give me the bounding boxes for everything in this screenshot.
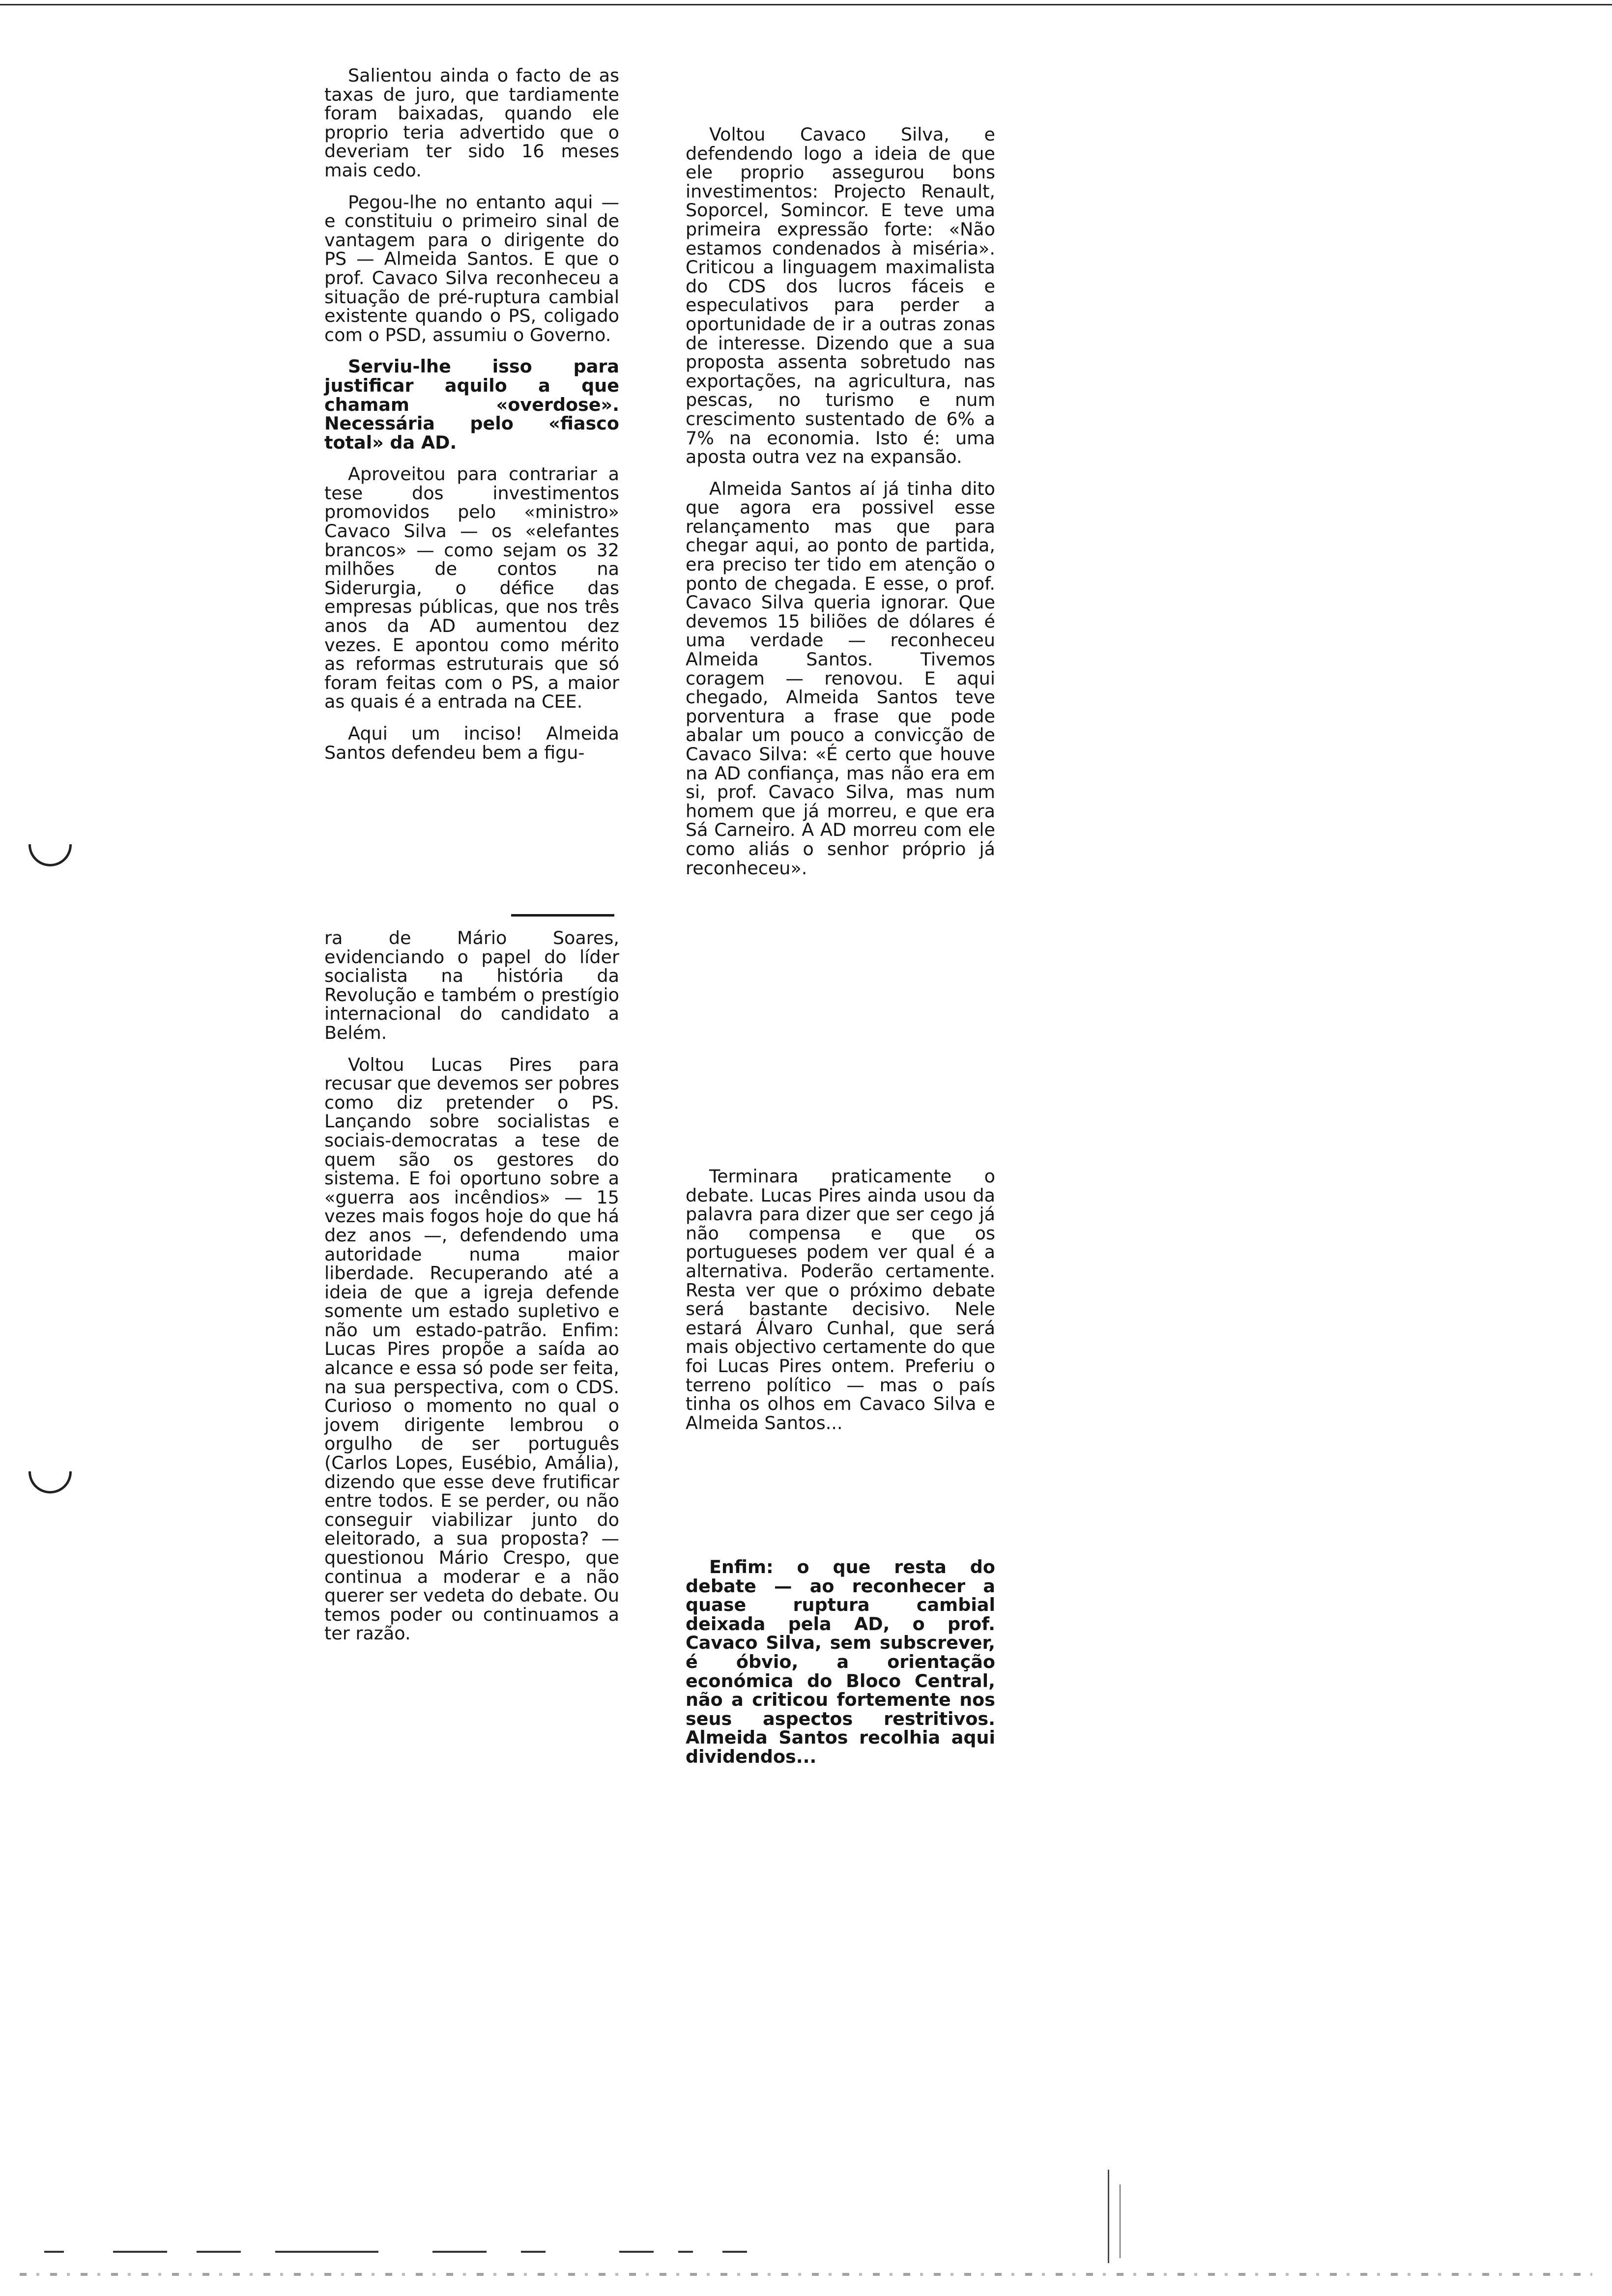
article-column-left-bottom — [324, 929, 619, 1643]
paragraph: Voltou Lucas Pires para recusar que devemos ser pobres como diz pretender o PS. Lançando sobre socialistas e sociais-democratas a tese de quem são os gestores do sistema. E foi oportuno sobre a «guerra aos incêndios» — 15 vezes mais fogos hoje do que há dez anos —, defendendo uma autoridade numa maior liberdade. Recuperando até a ideia de que a igreja defende somente um estado supletivo e não um estado-patrão. Enfim: Lucas Pires propõe a saída ao alcance e essa só pode ser feita, na sua perspectiva, com o CDS. Curioso o momento no qual o jovem dirigente lembrou o orgulho de ser português (Carlos Lopes, Eusébio, Amália), dizendo que esse deve frutificar entre todos. E se perder, ou não conseguir viabilizar junto do eleitorado, a sua proposta? — questionou Mário Crespo, que continua a moderar e a não querer ser vedeta do debate. Ou temos poder ou continuamos a ter razão. — [324, 1054, 619, 1644]
scan-dash-mark — [521, 2251, 546, 2253]
paragraph: Pegou-lhe no entanto aqui — e constituiu o primeiro sinal de vantagem para o dirigente do PS — Almeida Santos. E que o prof. Cavaco Silva reconheceu a situação de pré-ruptura cambial existente quando o PS, coligado com o PSD, assumiu o Governo. — [324, 191, 619, 345]
paragraph: Aqui um inciso! Almeida Santos defendeu bem a figu- — [324, 723, 619, 763]
article-column-right-top — [686, 125, 995, 878]
scan-dash-mark — [275, 2251, 378, 2253]
scan-crease-mark — [1120, 2184, 1121, 2258]
scan-dash-mark — [432, 2251, 487, 2253]
paragraph: Voltou Cavaco Silva, e defendendo logo a ideia de que ele proprio assegurou bons investimentos: Projecto Renault, Soporcel, Somincor. E teve uma primeira expressão forte: «Não estamos condenados à miséria». Criticou a linguagem maximalista do CDS dos lucros fáceis e especulativos para perder a oportunidade de ir a outras zonas de interesse. Dizendo que a sua proposta assenta sobretudo nas exportações, na agricultura, nas pescas, no turismo e num crescimento sustentado de 6% a 7% na economia. Isto é: uma aposta outra vez na expansão. — [686, 124, 995, 468]
scan-noise-strip — [20, 2273, 1592, 2276]
paragraph: Enfim: o que resta do debate — ao reconhecer a quase ruptura cambial deixada pela AD, o prof. Cavaco Silva, sem subscrever, é óbvio, a orientação económica do Bloco Central, não a criticou fortemente nos seus aspectos restritivos. Almeida Santos recolhia aqui dividendos... — [686, 1556, 995, 1767]
scan-dash-mark — [197, 2251, 241, 2253]
scan-dash-mark — [678, 2251, 693, 2253]
scan-dash-mark — [44, 2251, 64, 2253]
binder-hole-mark — [29, 844, 72, 866]
paragraph: Terminara praticamente o debate. Lucas Pires ainda usou da palavra para dizer que ser cego já não compensa e que os portugueses podem ver qual é a alternativa. Poderão certamente. Resta ver que o próximo debate será bastante decisivo. Nele estará Álvaro Cunhal, que será mais objectivo certamente do que foi Lucas Pires ontem. Preferiu o terreno político — mas o país tinha os olhos em Cavaco Silva e Almeida Santos... — [686, 1166, 995, 1434]
scan-dash-mark — [113, 2251, 167, 2253]
paragraph: Almeida Santos aí já tinha dito que agora era possivel esse relançamento mas que para chegar aqui, ao ponto de partida, era preciso ter tido em atenção o ponto de chegada. E esse, o prof. Cavaco Silva queria ignorar. Que devemos 15 biliões de dólares é uma verdade — reconheceu Almeida Santos. Tivemos coragem — renovou. E aqui chegado, Almeida Santos teve porventura a frase que pode abalar um pouco a convicção de Cavaco Silva: «É certo que houve na AD confiança, mas não era em si, prof. Cavaco Silva, mas num homem que já morreu, e que era Sá Carneiro. A AD morreu com ele como aliás o senhor próprio já reconheceu». — [686, 478, 995, 879]
page-top-edge — [0, 4, 1612, 5]
paragraph: ra de Mário Soares, evidenciando o papel do líder socialista na história da Revolução e também o prestígio internacional do candidato a Belém. — [324, 927, 619, 1043]
scan-dash-mark — [722, 2251, 747, 2253]
scan-dash-mark — [619, 2251, 654, 2253]
column-separator-rule — [511, 914, 614, 917]
article-column-left-top — [324, 66, 619, 762]
paragraph: Salientou ainda o facto de as taxas de juro, que tardiamente foram baixadas, quando ele proprio teria advertido que o deveriam ter sido 16 meses mais cedo. — [324, 65, 619, 181]
paragraph: Serviu-lhe isso para justificar aquilo a que chamam «overdose». Necessária pelo «fiasco total» da AD. — [324, 356, 619, 453]
binder-hole-mark — [29, 1471, 72, 1493]
paragraph: Aproveitou para contrariar a tese dos investimentos promovidos pelo «ministro» Cavaco Silva — os «elefantes brancos» — como sejam os 32 milhões de contos na Siderurgia, o défice das empresas públicas, que nos três anos da AD aumentou dez vezes. E apontou como mérito as reformas estruturais que só foram feitas com o PS, a maior as quais é a entrada na CEE. — [324, 463, 619, 713]
article-column-right-middle — [686, 1167, 995, 1433]
article-column-right-bottom — [686, 1558, 995, 1767]
scan-crease-mark — [1108, 2170, 1109, 2263]
